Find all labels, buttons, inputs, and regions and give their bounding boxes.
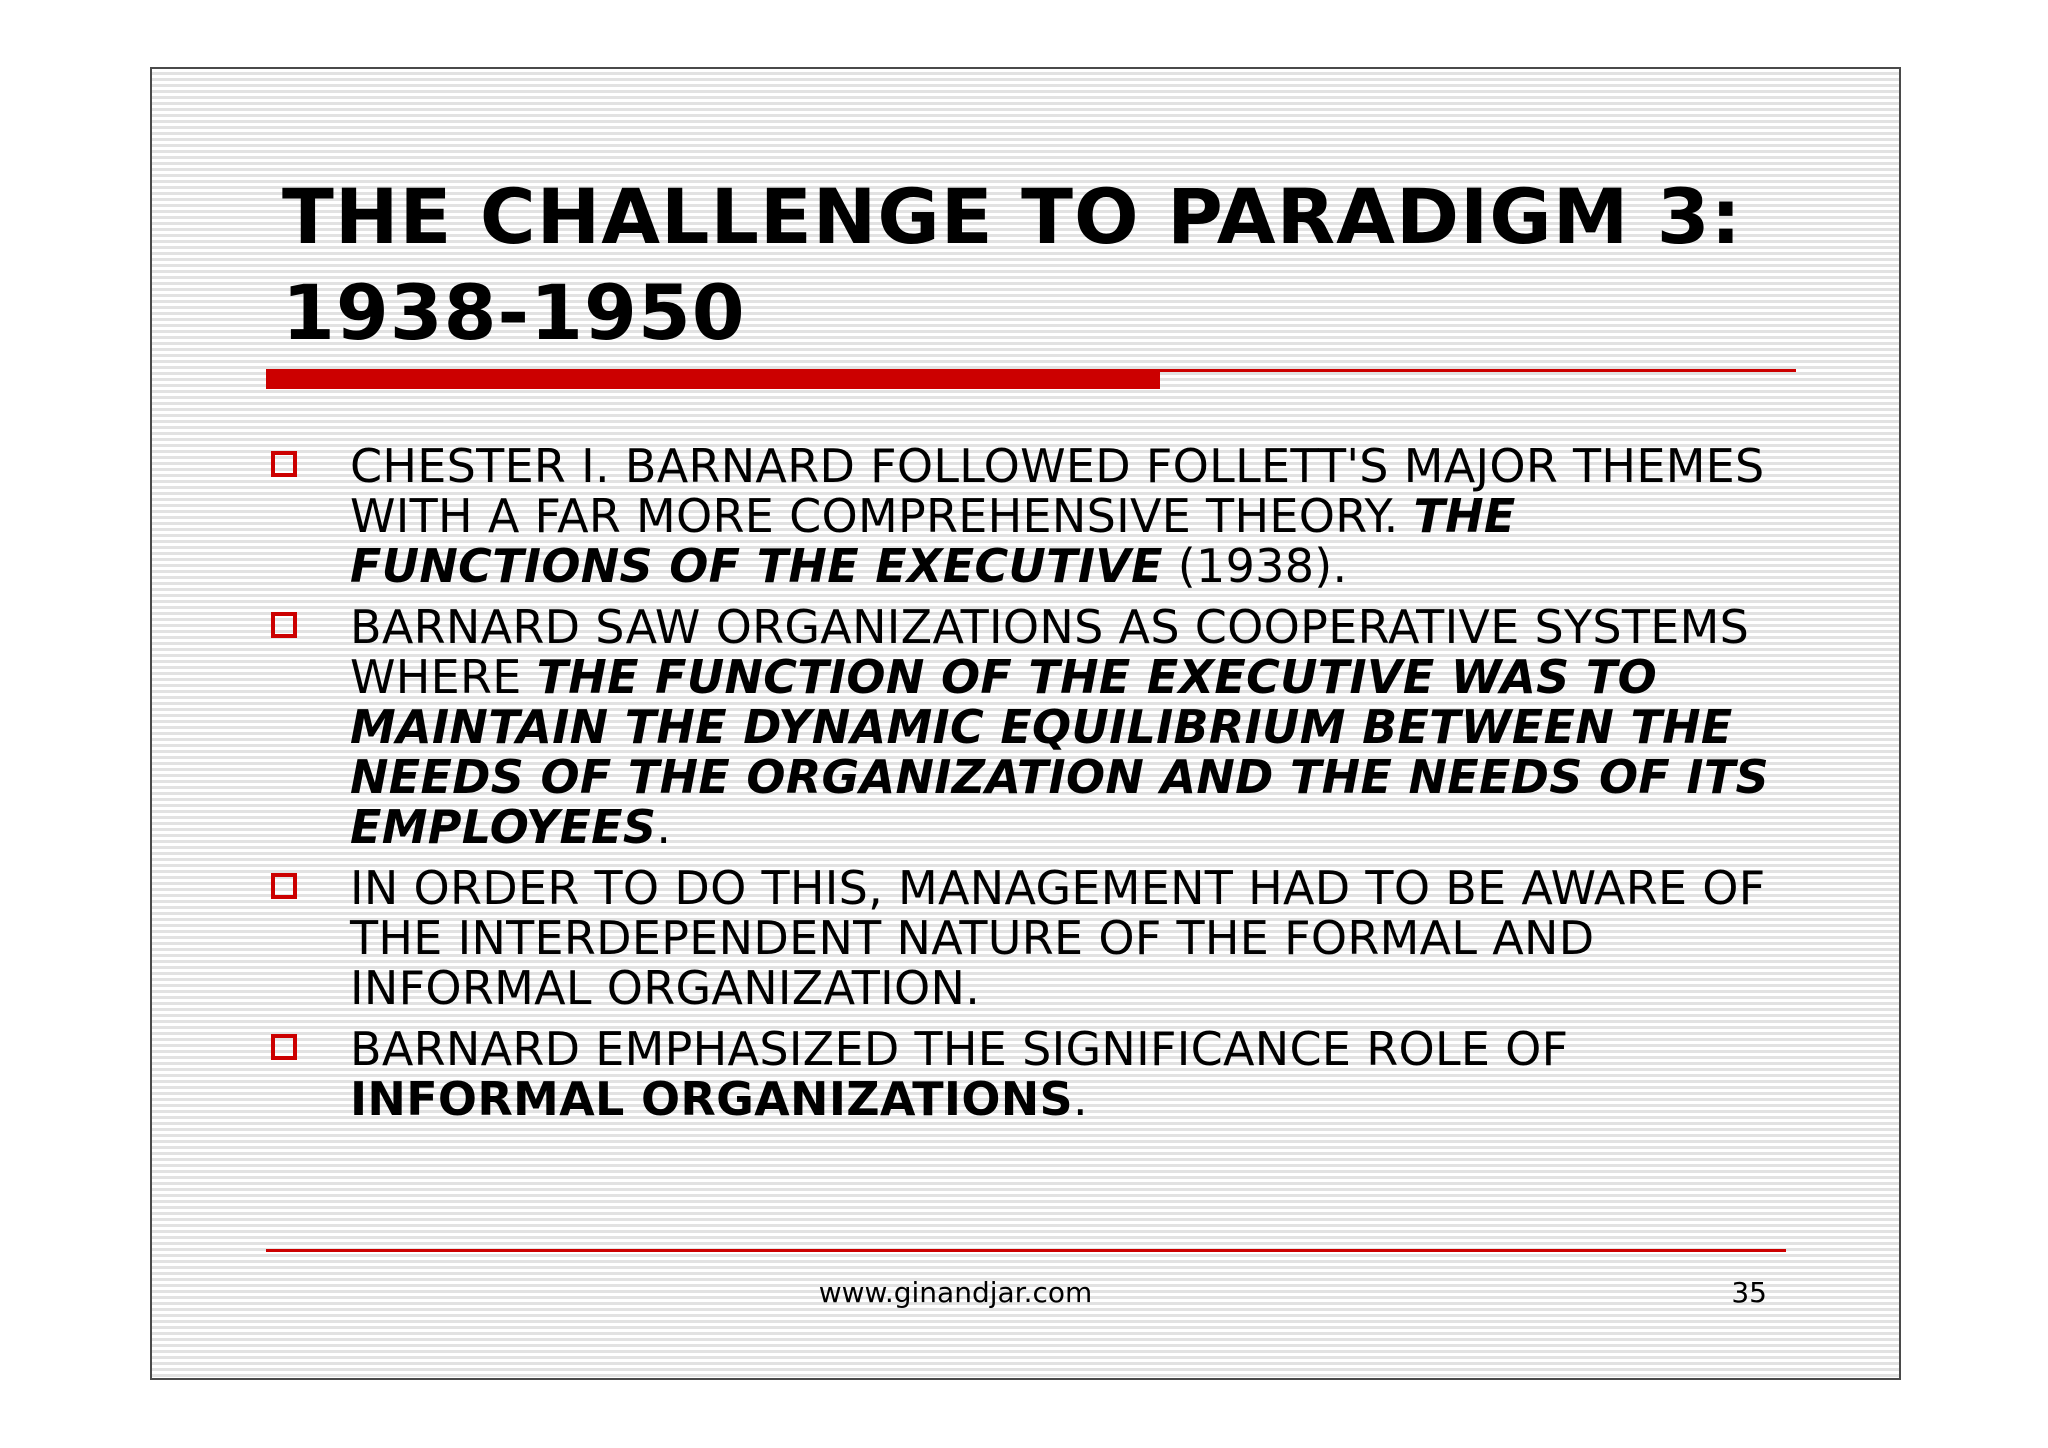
bullet-list: [266, 441, 1826, 1135]
bullet-text-segment: .: [1072, 1072, 1088, 1126]
bullet-item: [266, 602, 1826, 852]
page-number: 35: [1731, 1276, 1767, 1309]
square-outline-icon: [271, 1034, 297, 1060]
footer-divider: [266, 1249, 1786, 1252]
bullet-text-segment: .: [656, 800, 672, 854]
square-outline-icon: [271, 612, 297, 638]
bullet-text: [350, 602, 1826, 852]
bullet-item: [266, 441, 1826, 591]
slide: [150, 67, 1901, 1380]
footer-url: www.ginandjar.com: [818, 1276, 1093, 1309]
title-underline-thick: [266, 369, 1160, 389]
bullet-text: [350, 863, 1826, 1013]
square-outline-icon: [271, 451, 297, 477]
bullet-text-segment: (1938).: [1162, 539, 1348, 593]
bullet-text: [350, 1024, 1826, 1124]
bullet-text-segment: INFORMAL ORGANIZATIONS: [350, 1072, 1073, 1126]
slide-title-line-1: THE CHALLENGE TO PARADIGM 3:: [282, 172, 1743, 261]
title-underline-thin: [1160, 369, 1796, 372]
bullet-text-segment: IN ORDER TO DO THIS, MANAGEMENT HAD TO BE AWARE OF THE INTERDEPENDENT NATURE OF THE FORMAL AND INFORMAL ORGANIZATION.: [350, 861, 1766, 1015]
bullet-text: [350, 441, 1826, 591]
slide-title: [282, 169, 1782, 361]
bullet-text-segment: THE FUNCTIONS OF THE EXECUTIVE: [350, 489, 1516, 593]
slide-title-line-2: 1938-1950: [282, 268, 746, 357]
square-outline-icon: [271, 873, 297, 899]
bullet-text-segment: THE FUNCTION OF THE EXECUTIVE WAS TO MAINTAIN THE DYNAMIC EQUILIBRIUM BETWEEN THE NEEDS OF THE ORGANIZATION AND THE NEEDS OF ITS EMPLOYEES: [350, 650, 1769, 854]
bullet-text-segment: BARNARD EMPHASIZED THE SIGNIFICANCE ROLE OF: [350, 1022, 1569, 1076]
bullet-text-segment: CHESTER I. BARNARD FOLLOWED FOLLETT'S MAJOR THEMES WITH A FAR MORE COMPREHENSIVE THEORY.: [350, 439, 1765, 543]
bullet-item: [266, 863, 1826, 1013]
bullet-text-segment: BARNARD SAW ORGANIZATIONS AS COOPERATIVE SYSTEMS WHERE: [350, 600, 1750, 704]
bullet-item: [266, 1024, 1826, 1124]
